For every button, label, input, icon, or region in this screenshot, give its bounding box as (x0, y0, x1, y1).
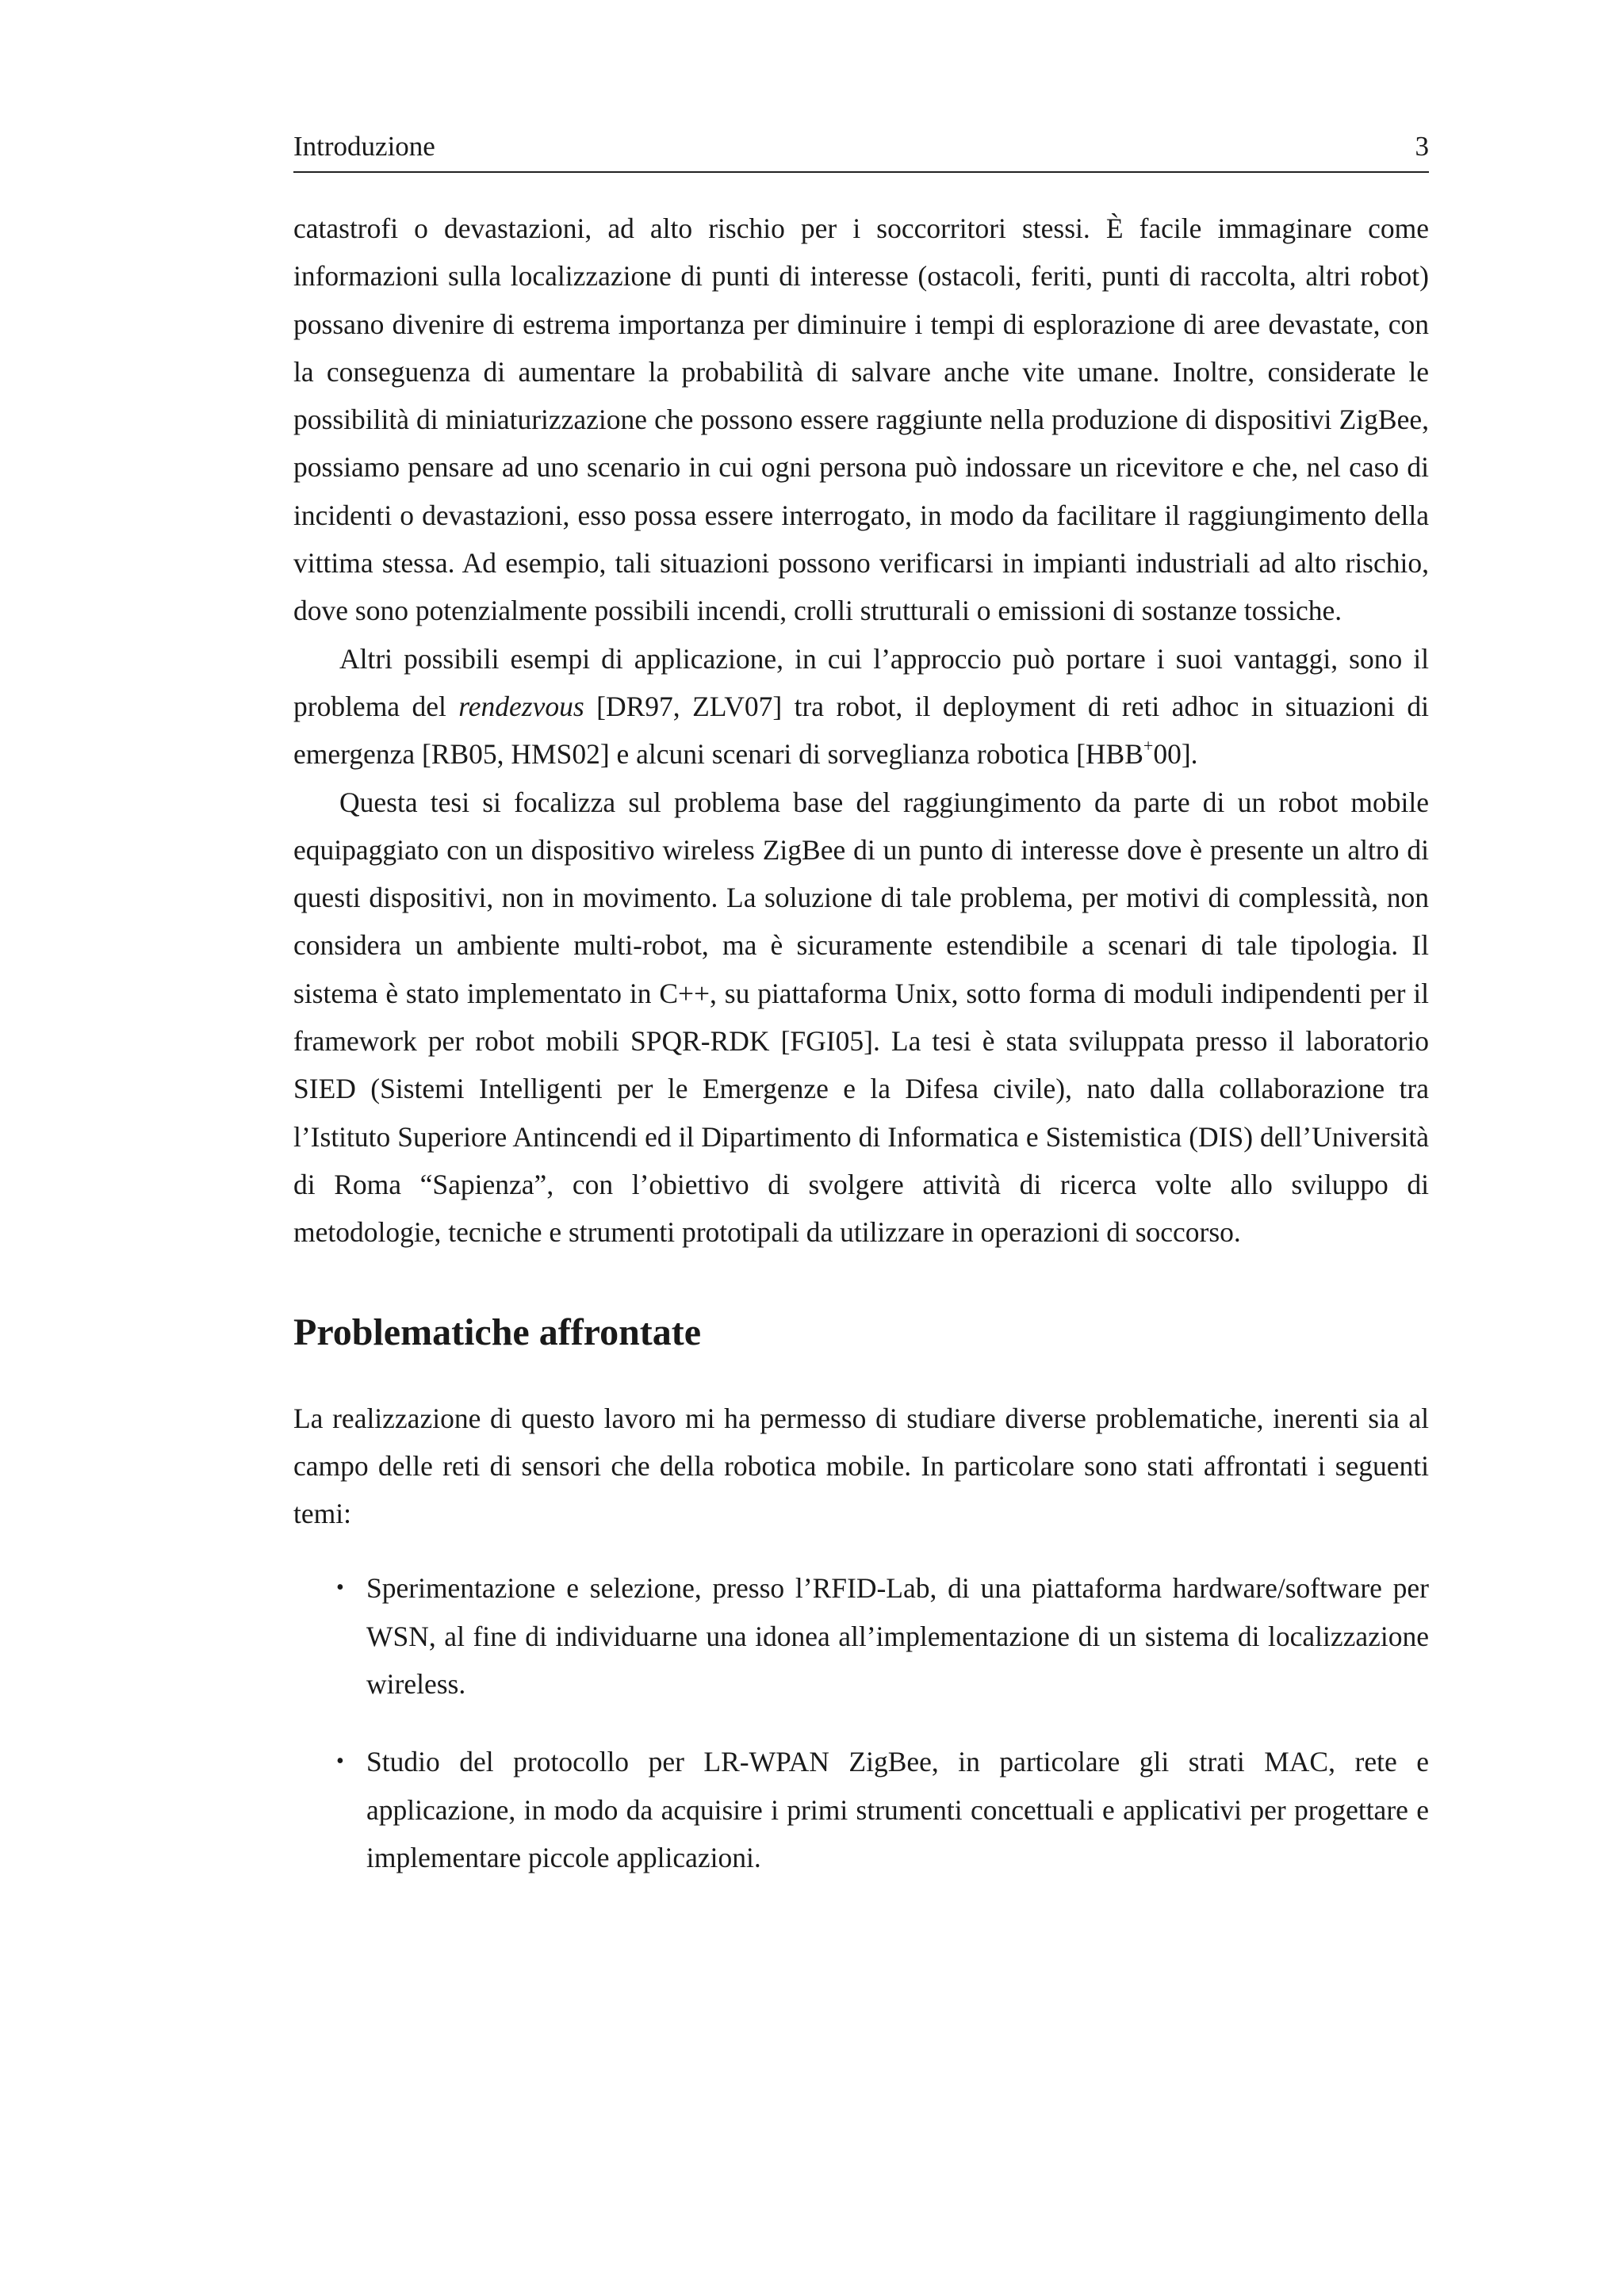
header-title: Introduzione (293, 131, 435, 162)
paragraph-text: Altri possibili esempi di applicazione, in cui l’approccio può portare i suoi vantaggi, sono il problema del (293, 642, 1429, 722)
paragraph: Questa tesi si focalizza sul problema base del raggiungimento da parte di un robot mobile equipaggiato con un dispositivo wireless ZigBee di un punto di interesse dove è presente un altro di questi dispositivi, non in movimento. La soluzione di tale problema, per motivi di complessità, non considera un ambiente multi-robot, ma è sicuramente estendibile a scenari di tale tipologia. Il sistema è stato implementato in C++, su piattaforma Unix, sotto forma di moduli indipendenti per il framework per robot mobili SPQR-RDK [FGI05]. La tesi è stata sviluppata presso il laboratorio SIED (Sistemi Intelligenti per le Emergenze e la Difesa civile), nato dalla collaborazione tra l’Istituto Superiore Antincendi ed il Dipartimento di Informatica e Sistemistica (DIS) dell’Università di Roma “Sapienza”, con l’obiettivo di svolgere attività di ricerca volte allo sviluppo di metodologie, tecniche e strumenti prototipali da utilizzare in operazioni di soccorso. (293, 786, 1429, 1249)
paragraph (293, 635, 1429, 779)
bullet-icon: • (336, 1749, 344, 1774)
paragraph: catastrofi o devastazioni, ad alto rischio per i soccorritori stessi. È facile immaginare come informazioni sulla localizzazione di punti di interesse (ostacoli, feriti, punti di raccolta, altri robot) possano divenire di estrema importanza per diminuire i tempi di esplorazione di aree devastate, con la conseguenza di aumentare la probabilità di salvare anche vite umane. Inoltre, considerate le possibilità di miniaturizzazione che possono essere raggiunte nella produzione di dispositivi ZigBee, possiamo pensare ad uno scenario in cui ogni persona può indossare un ricevitore e che, nel caso di incidenti o devastazioni, esso possa essere interrogato, in modo da facilitare il raggiungimento della vittima stessa. Ad esempio, tali situazioni possono verificarsi in impianti industriali ad alto rischio, dove sono potenzialmente possibili incendi, crolli strutturali o emissioni di sostanze tossiche. (293, 212, 1429, 627)
document-page (293, 127, 1429, 1911)
section-title: Problematiche affrontate (293, 1311, 702, 1353)
bullet-icon: • (336, 1575, 344, 1601)
emphasis-text: rendezvous (458, 690, 584, 722)
body-text (293, 205, 1429, 1881)
list-item-text: Studio del protocollo per LR-WPAN ZigBee, in particolare gli strati MAC, rete e applicazione, in modo da acquisire i primi strumenti concettuali e applicativi per progettare e implementare piccole applicazioni. (366, 1746, 1429, 1873)
paragraph-text: [DR97, ZLV07] tra robot, il deployment di reti adhoc in situazioni di emergenza [RB05, HMS02] e alcuni scenari di sorveglianza robotica [HBB (293, 690, 1429, 771)
paragraph-text: 00]. (1153, 738, 1198, 771)
page-number: 3 (1415, 131, 1429, 162)
list-item (293, 1564, 1429, 1708)
list-item-text: Sperimentazione e selezione, presso l’RFID-Lab, di una piattaforma hardware/software per WSN, al fine di individuarne una idonea all’implementazione di un sistema di localizzazione wireless. (366, 1572, 1429, 1701)
section-intro: La realizzazione di questo lavoro mi ha permesso di studiare diverse problematiche, inerenti sia al campo delle reti di sensori che della robotica mobile. In particolare sono stati affrontati i seguenti temi: (293, 1402, 1429, 1530)
list-item (293, 1738, 1429, 1881)
topics-list (293, 1564, 1429, 1881)
running-header (293, 127, 1429, 173)
superscript: + (1143, 736, 1154, 756)
